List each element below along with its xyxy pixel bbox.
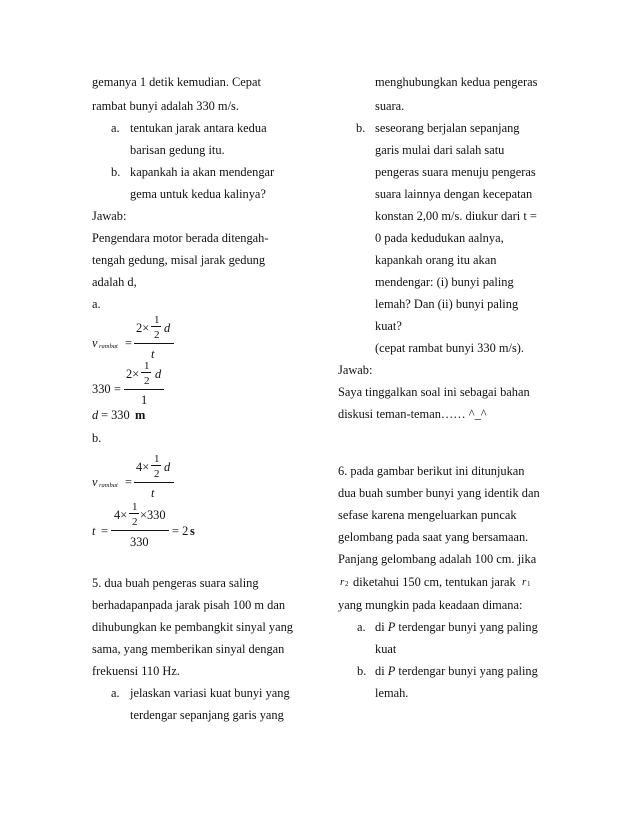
- text-line: Pengendara motor berada ditengah-: [92, 231, 269, 245]
- part-label: a.: [92, 297, 101, 311]
- list-marker: a.: [111, 686, 120, 700]
- text-line: kapankah orang itu akan: [375, 253, 497, 267]
- text-line: sama, yang memberikan sinyal dengan: [92, 642, 285, 656]
- text-line: kapankah ia akan mendengar: [130, 165, 275, 179]
- text-line: kuat?: [375, 319, 402, 333]
- text-line: lemah? Dan (ii) bunyi paling: [375, 297, 519, 311]
- text-line: 0 pada kedudukan aalnya,: [375, 231, 504, 245]
- text-line: barisan gedung itu.: [130, 143, 225, 157]
- text-line: rambat bunyi adalah 330 m/s.: [92, 99, 239, 113]
- text-line: sefase karena mengeluarkan puncak: [338, 508, 517, 522]
- text-line: 5. dua buah pengeras suara saling: [92, 576, 259, 590]
- text-line: terdengar sepanjang garis yang: [130, 708, 284, 722]
- answer-heading: Jawab:: [92, 209, 127, 223]
- text-line: Panjang gelombang adalah 100 cm. jika: [338, 552, 537, 566]
- text-line: adalah d,: [92, 275, 137, 289]
- text-line: berhadapanpada jarak pisah 100 m dan: [92, 598, 286, 612]
- text-line: diskusi teman-teman…… ^_^: [338, 407, 487, 421]
- text-line: mendengar: (i) bunyi paling: [375, 275, 514, 289]
- text-line: garis mulai dari salah satu: [375, 143, 505, 157]
- text-line: lemah.: [375, 686, 409, 700]
- text-line: (cepat rambat bunyi 330 m/s).: [375, 341, 524, 355]
- text-line: dihubungkan ke pembangkit sinyal yang: [92, 620, 293, 634]
- text-line: kuat: [375, 642, 397, 656]
- list-marker: b.: [356, 121, 366, 135]
- document-page: gemanya 1 detik kemudian. Cepat rambat bunyi adalah 330 m/s. a. tentukan jarak antara kedua barisan gedung itu. b. kapankah ia akan mendengar gema untuk kedua kalinya? Jawab: Pengendara motor berada ditengah- tengah gedung, misal jarak gedung adalah d, a. v rambat = 2× 1 2 d t 330 = 2× 1 2 d 1 d = 330 m b. v rambat = 4× 1 2 d t t = 4× 1 2 ×330 330 = 2 s 5. dua buah pengeras suara saling berhadapanpada jarak pisah 100 m dan dihubungkan ke pembangkit sinyal yang sama, yang memberikan sinyal dengan frekuensi 110 Hz. a. jelaskan variasi kuat bunyi yang terdengar sepanjang garis yang menghubungkan kedua pengeras suara. b. seseorang berjalan sepanjang garis mulai dari salah satu pengeras suara menuju pengeras suara lainnya dengan kecepatan konstan 2,00 m/s. diukur dari t = 0 pada kedudukan aalnya, kapankah orang itu akan mendengar: (i) bunyi paling lemah? Dan (ii) bunyi paling kuat? (cepat rambat bunyi 330 m/s). Jawab: Saya tinggalkan soal ini sebagai bahan diskusi teman-teman…… ^_^ 6. pada gambar berikut ini ditunjukan dua buah sumber bunyi yang identik dan sefase karena mengeluarkan puncak gelombang pada saat yang bersamaan. Panjang gelombang adalah 100 cm. jika r 2 diketahui 150 cm, tentukan jarak r 1 yang mungkin pada keadaan dimana: a. di P terdengar bunyi yang paling kuat b. di P terdengar bunyi yang paling lemah.: [92, 75, 540, 722]
- text-line: tengah gedung, misal jarak gedung: [92, 253, 266, 267]
- answer-heading: Jawab:: [338, 363, 373, 377]
- part-label: b.: [92, 431, 102, 445]
- text-line: suara lainnya dengan kecepatan: [375, 187, 533, 201]
- text-line: gema untuk kedua kalinya?: [130, 187, 266, 201]
- text-line: 6. pada gambar berikut ini ditunjukan: [338, 464, 525, 478]
- text-line: di P terdengar bunyi yang paling: [375, 664, 538, 678]
- text-line: seseorang berjalan sepanjang: [375, 121, 520, 135]
- list-marker: a.: [357, 620, 366, 634]
- text-line: jelaskan variasi kuat bunyi yang: [130, 686, 290, 700]
- text-line: gemanya 1 detik kemudian. Cepat: [92, 75, 261, 89]
- text-line: Saya tinggalkan soal ini sebagai bahan: [338, 385, 530, 399]
- text-line: suara.: [375, 99, 405, 113]
- text-line: dua buah sumber bunyi yang identik dan: [338, 486, 540, 500]
- list-marker: b.: [357, 664, 367, 678]
- text-line: pengeras suara menuju pengeras: [375, 165, 536, 179]
- list-marker: a.: [111, 121, 120, 135]
- text-line: frekuensi 110 Hz.: [92, 664, 180, 678]
- list-marker: b.: [111, 165, 121, 179]
- text-line: menghubungkan kedua pengeras: [375, 75, 538, 89]
- text-line: tentukan jarak antara kedua: [130, 121, 267, 135]
- text-line: yang mungkin pada keadaan dimana:: [338, 598, 523, 612]
- text-line: di P terdengar bunyi yang paling: [375, 620, 538, 634]
- text-line: konstan 2,00 m/s. diukur dari t =: [375, 209, 537, 223]
- text-line: gelombang pada saat yang bersamaan.: [338, 530, 529, 544]
